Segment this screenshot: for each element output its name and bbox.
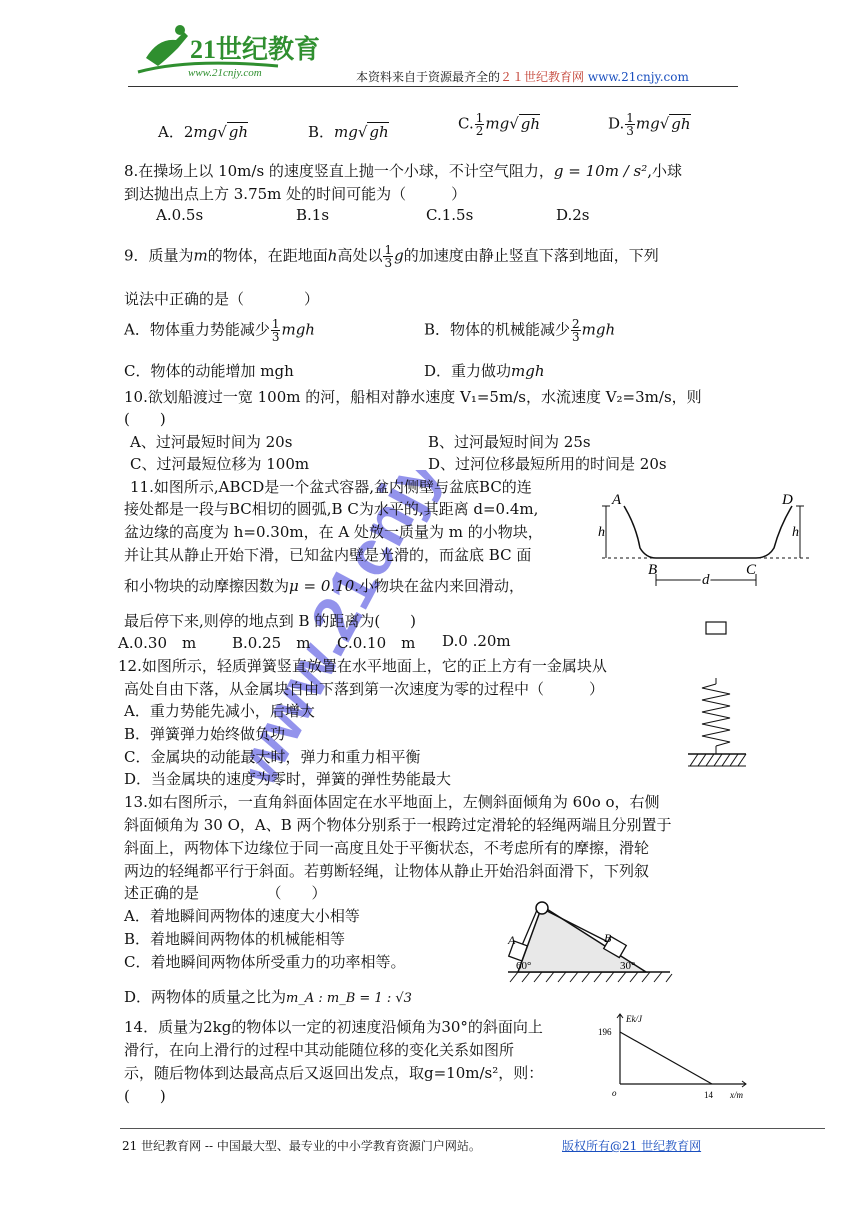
q13-d-text: D．两物体的质量之比为 — [124, 988, 287, 1006]
q9-b-expr: mgh — [581, 320, 616, 339]
q7-d-fraction — [625, 112, 635, 137]
q12-option-c[interactable]: C．金属块的动能最大时，弹力和重力相平衡 — [124, 748, 421, 766]
q9-a-den: 3 — [271, 330, 280, 344]
q11-fig-label-d: D — [782, 492, 793, 508]
q9-option-c[interactable]: C．物体的动能增加 mgh — [124, 362, 294, 380]
q11-fig-label-b: B — [648, 562, 658, 578]
q10-option-c[interactable]: C、过河最短位移为 100m — [130, 455, 310, 473]
q10-option-b[interactable]: B、过河最短时间为 25s — [428, 433, 591, 451]
q9-fraction — [383, 244, 393, 269]
q8-formula: g = 10m / s² — [553, 162, 648, 180]
q9-a-fraction — [271, 318, 281, 343]
q14-graph-figure — [596, 1010, 756, 1105]
logo-url: www.21cnjy.com — [188, 67, 262, 79]
q7-c-root: gh — [520, 114, 541, 133]
q13-option-b[interactable]: B．着地瞬间两物体的机械能相等 — [124, 930, 346, 948]
q10-option-d[interactable]: D、过河位移最短所用的时间是 20s — [428, 455, 667, 473]
q9-a-expr: mgh — [281, 320, 315, 339]
q8-line2: 到达抛出点上方 3.75m 处的时间可能为（ ） — [124, 185, 467, 203]
q13-option-a[interactable]: A．着地瞬间两物体的速度大小相等 — [124, 907, 360, 925]
q9-part-c: 高处以 — [337, 246, 383, 265]
q8-option-c[interactable]: C.1.5s — [426, 206, 474, 224]
q12-option-a[interactable]: A．重力势能先减小，后增大 — [124, 702, 315, 720]
q11-fig-label-c: C — [746, 562, 757, 578]
header-source — [356, 68, 689, 85]
q9-frac-num: 1 — [384, 243, 393, 257]
q11-line5-a: 和小物块的动摩擦因数为 — [124, 577, 290, 595]
site-logo — [128, 18, 338, 84]
q14-fig-ytick: 196 — [598, 1027, 612, 1037]
q9-line1 — [124, 244, 659, 269]
q7-c-label: C. — [458, 114, 474, 133]
q11-option-b[interactable]: B.0.25 m — [232, 634, 311, 652]
q13-incline-figure — [500, 886, 675, 986]
q11-option-c[interactable]: C.0.10 m — [337, 634, 416, 652]
watermark-text: www.21cnjy.com — [250, 470, 522, 797]
q12-line2: 高处自由下落，从金属块自由下落到第一次速度为零的过程中（ ） — [124, 680, 605, 698]
header-site-name: ２１世纪教育网 — [500, 70, 585, 84]
q12-option-b[interactable]: B．弹簧弹力始终做负功 — [124, 725, 286, 743]
footer-text: 21 世纪教育网 -- 中国最大型、最专业的中小学教育资源门户网站。 — [122, 1139, 481, 1153]
q9-b-text: B．物体的机械能减少 — [424, 320, 571, 339]
q7-option-b[interactable]: B．mg√ gh — [308, 123, 389, 141]
q7-c-num: 1 — [475, 111, 484, 125]
q13-fig-angle-right: 30° — [620, 960, 636, 972]
q11-line3: 盆边缘的高度为 h=0.30m，在 A 处放一质量为 m 的小物块， — [124, 523, 543, 541]
q9-m: m — [193, 246, 208, 265]
q9-g: g — [394, 246, 404, 265]
q11-line6: 最后停下来,则停的地点到 B 的距离为( ) — [124, 612, 417, 630]
q9-d-expr: mgh — [511, 362, 545, 380]
q9-part-b: 的物体，在距地面 — [207, 246, 328, 265]
q8-option-b[interactable]: B.1s — [296, 206, 330, 224]
q7-b-root: gh — [369, 123, 389, 141]
q7-option-a[interactable]: A．2mg√ gh — [158, 123, 249, 141]
q14-line4: ( ) — [124, 1087, 166, 1105]
q7-d-den: 3 — [626, 124, 634, 138]
q13-option-d[interactable] — [124, 986, 412, 1007]
q8-option-a[interactable]: A.0.5s — [156, 206, 204, 224]
q11-line5 — [124, 575, 524, 596]
q9-part-a: 9．质量为 — [124, 246, 194, 265]
q14-line1: 14．质量为2kg的物体以一定的初速度沿倾角为30°的斜面向上 — [124, 1018, 543, 1036]
q14-fig-ylabel: Ek/J — [626, 1014, 642, 1024]
q11-line1: 11.如图所示,ABCD是一个盆式容器,盆内侧壁与盆底BC的连 — [130, 478, 532, 496]
q11-option-a[interactable]: A.0.30 m — [118, 634, 197, 652]
q13-line3: 斜面上，两物体下边缘位于同一高度且处于平衡状态，不考虑所有的摩擦，滑轮 — [124, 839, 650, 857]
q12-spring-figure — [684, 618, 754, 770]
q8-line1-text: 8.在操场上以 10m/s 的速度竖直上抛一个小球，不计空气阻力， — [124, 162, 554, 180]
header-source-prefix: 本资料来自于资源最齐全的 — [356, 70, 501, 84]
q14-line3: 示，随后物体到达最高点后又返回出发点，取g=10m/s²，则： — [124, 1064, 544, 1082]
q12-line1: 12.如图所示，轻质弹簧竖直放置在水平地面上，它的正上方有一金属块从 — [118, 657, 607, 675]
q11-option-d[interactable]: D.0 .20m — [442, 632, 511, 650]
q13-line4: 两边的轻绳都平行于斜面。若剪断轻绳，让物体从静止开始沿斜面滑下，下列叙 — [124, 862, 650, 880]
q7-a-expr: mg — [193, 123, 218, 141]
footer-divider — [120, 1128, 825, 1129]
footer-copyright-link[interactable]: 版权所有@21 世纪教育网 — [562, 1139, 702, 1153]
q7-a-root: gh — [228, 123, 249, 141]
q8-option-d[interactable]: D.2s — [556, 206, 590, 224]
q9-option-d[interactable] — [424, 360, 545, 381]
q9-a-text: A．物体重力势能减少 — [124, 320, 270, 339]
q13-line2: 斜面倾角为 30 O，A、B 两个物体分别系于一根跨过定滑轮的轻绳两端且分别置于 — [124, 816, 672, 834]
q11-line5-b: .小物块在盆内来回滑动， — [354, 577, 525, 595]
q13-line5: 述正确的是 （ ） — [124, 884, 327, 902]
q9-line2: 说法中正确的是（ ） — [124, 290, 320, 308]
q13-fig-label-a: A — [508, 933, 516, 947]
header-divider — [128, 86, 738, 87]
q7-c-expr: mg — [485, 114, 510, 133]
q11-fig-label-a: A — [612, 492, 622, 508]
q9-h: h — [327, 246, 338, 265]
q13-fig-angle-left: 60° — [516, 960, 532, 972]
q7-d-num: 1 — [626, 111, 634, 125]
q8-line1 — [124, 160, 682, 181]
q12-option-d[interactable]: D．当金属块的速度为零时，弹簧的弹性势能最大 — [124, 770, 452, 788]
q9-frac-den: 3 — [384, 256, 393, 270]
q9-option-b[interactable] — [424, 318, 615, 343]
q11-fig-label-d-distance: d — [702, 572, 710, 588]
q10-option-a[interactable]: A、过河最短时间为 20s — [130, 433, 293, 451]
q11-line2: 接处都是一段与BC相切的圆弧,B C为水平的,其距离 d=0.4m, — [124, 500, 539, 518]
q9-b-fraction — [571, 318, 581, 343]
q7-d-label: D. — [608, 114, 625, 133]
q14-line2: 滑行，在向上滑行的过程中其动能随位移的变化关系如图所 — [124, 1041, 515, 1059]
q11-mu: μ = 0.10 — [289, 577, 355, 595]
q9-d-text: D．重力做功 — [424, 362, 512, 380]
q13-line1: 13.如右图所示，一直角斜面体固定在水平地面上，左侧斜面倾角为 60o o，右侧 — [124, 793, 660, 811]
q7-option-c[interactable]: C. $\frac{1}{2}$ mg√ gh — [458, 111, 541, 138]
q9-part-d: 的加速度由静止竖直下落到地面，下列 — [403, 246, 659, 265]
q11-fig-label-h-left: h — [598, 525, 605, 540]
q7-c-fraction — [475, 112, 485, 137]
q14-fig-origin: o — [612, 1088, 617, 1098]
q7-d-root: gh — [671, 114, 691, 133]
q7-d-expr: mg — [635, 114, 660, 133]
q9-b-num: 2 — [572, 317, 580, 331]
q7-b-expr: mg — [334, 123, 358, 141]
q10-line1: 10.欲划船渡过一宽 100m 的河，船相对静水速度 V₁=5m/s，水流速度 V₂=3m/s，则 — [124, 388, 702, 406]
q13-ratio: m_A : m_B = 1 : √3 — [286, 991, 412, 1006]
q14-fig-xtick: 14 — [704, 1090, 713, 1100]
q13-option-c[interactable]: C．着地瞬间两物体所受重力的功率相等。 — [124, 953, 406, 971]
q14-fig-xlabel: x/m — [730, 1090, 743, 1100]
q10-line2: ( ) — [124, 410, 166, 428]
q11-line4: 并让其从静止开始下滑，已知盆内壁是光滑的，而盆底 BC 面 — [124, 546, 532, 564]
q8-line1-end: ,小球 — [647, 162, 683, 180]
q9-a-num: 1 — [271, 317, 280, 331]
q11-basin-figure — [596, 486, 816, 612]
q11-fig-label-h-right: h — [792, 525, 799, 540]
q13-fig-label-b: B — [604, 931, 612, 945]
header-site-url[interactable]: www.21cnjy.com — [587, 70, 689, 84]
q7-b-label: B． — [308, 123, 335, 141]
q7-option-d[interactable]: D. $\frac{1}{3}$ mg√ gh — [608, 111, 691, 138]
q7-c-den: 2 — [475, 124, 484, 138]
q9-b-den: 3 — [572, 330, 580, 344]
q7-a-label: A．2 — [158, 123, 194, 141]
logo-text: 21世纪教育 — [190, 35, 321, 64]
q9-option-a[interactable] — [124, 318, 315, 343]
